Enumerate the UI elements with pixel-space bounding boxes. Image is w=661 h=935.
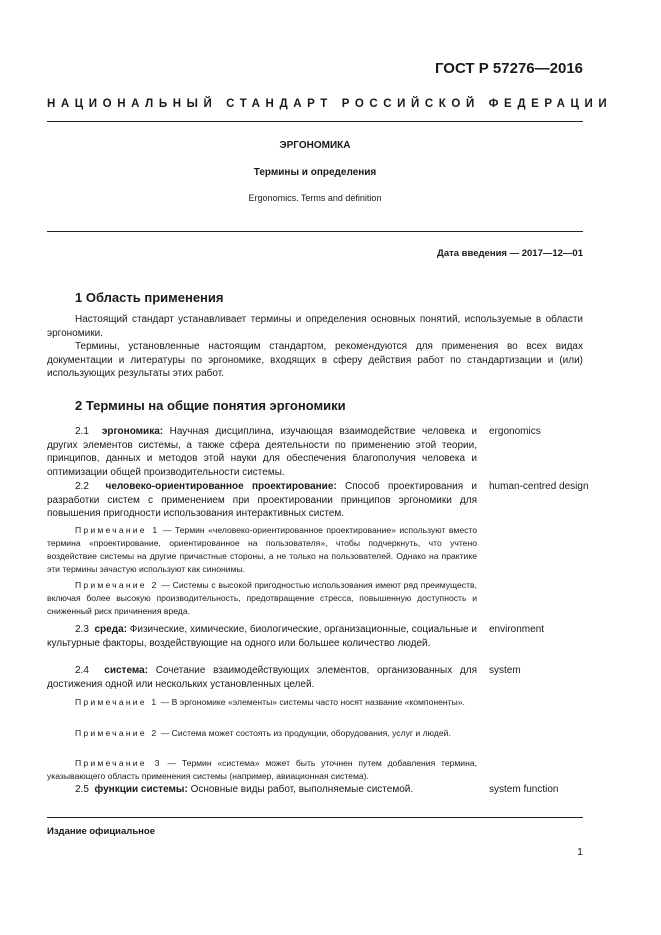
national-standard-heading: НАЦИОНАЛЬНЫЙ СТАНДАРТ РОССИЙСКОЙ ФЕДЕРАЦИИ (47, 98, 613, 110)
term-number: 2.5 (75, 784, 89, 795)
term-2-5-english: system function (489, 784, 559, 795)
term-number: 2.1 (75, 426, 89, 437)
section-1-paragraph-1: Настоящий стандарт устанавливает термины и определения основных понятий, используемые в области эргономики. (47, 314, 583, 339)
term-name: эргономика: (101, 426, 164, 437)
note-2-2-2 (47, 579, 477, 618)
note-text: — Термин «человеко-ориентированное проектирование» используют вместо термина «проектирование, ориентированное на пользователя», чтобы подчеркнуть, что учтено воздействие системы на другие причастные стороны, а не только на пользователей. Однако на практике эти термины зачастую используют как синонимы. (47, 525, 478, 574)
term-2-3-english: environment (489, 624, 545, 635)
note-2-4-2 (47, 727, 477, 740)
standard-number: ГОСТ Р 57276—2016 (434, 60, 583, 77)
term-number: 2.3 (75, 624, 89, 635)
section-1-heading: 1 Область применения (75, 290, 224, 305)
term-2-5 (47, 783, 477, 797)
term-definition: Сочетание взаимодействующих элементов, организованных для достижения одной или нескольких установленных целей. (47, 665, 477, 690)
note-label: Примечание 1 (75, 697, 159, 707)
term-2-4-english: system (489, 665, 521, 676)
term-name: функции системы: (94, 784, 188, 795)
note-label: Примечание 2 (75, 728, 159, 738)
term-name: среда: (94, 624, 127, 635)
term-2-1 (47, 425, 477, 479)
term-2-4 (47, 664, 477, 691)
term-2-1-english: ergonomics (489, 426, 541, 437)
note-label: Примечание 3 (75, 758, 162, 768)
top-divider (47, 121, 583, 122)
term-definition: Способ проектирования и разработки систем с применением при проектировании принципов эргономики для повышения пригодности использования интерактивных систем. (47, 481, 478, 520)
footer-divider (47, 817, 583, 818)
term-name: человеко-ориентированное проектирование: (105, 481, 337, 492)
note-label: Примечание 1 (75, 525, 160, 535)
term-2-2 (47, 480, 477, 521)
effective-date: Дата введения — 2017—12—01 (437, 248, 583, 259)
english-title: Ergonomics. Terms and definition (248, 193, 382, 203)
term-number: 2.4 (75, 665, 89, 676)
term-definition: Физические, химические, биологические, организационные, социальные и культурные факторы, воздействующие на одного или большее количество людей. (47, 624, 477, 649)
term-2-3 (47, 623, 477, 650)
official-edition-label: Издание официальное (47, 826, 155, 837)
note-2-4-1 (47, 696, 477, 709)
term-number: 2.2 (75, 481, 89, 492)
document-title: ЭРГОНОМИКА (279, 140, 351, 151)
note-text: — Система может состоять из продукции, оборудования, услуг и людей. (160, 728, 451, 738)
section-2-heading: 2 Термины на общие понятия эргономики (75, 398, 346, 413)
note-2-2-1 (47, 524, 477, 576)
note-label: Примечание 2 (75, 580, 159, 590)
page-number: 1 (577, 846, 583, 858)
section-1-paragraph-2: Термины, установленные настоящим стандартом, рекомендуются для применения во всех видах документации и литературы по эргономике, входящих в сферу действия работ по стандартизации и (или) использующих результаты этих работ. (47, 341, 583, 380)
term-definition: Основные виды работ, выполняемые системой. (190, 784, 414, 795)
note-text: — Системы с высокой пригодностью использования имеют ряд преимуществ, включая более высокую производительность, предотвращение стресса, повышенную доступность и сниженный риск причинения вреда. (47, 580, 477, 616)
term-name: система: (104, 665, 149, 676)
note-text: — В эргономике «элементы» системы часто носят название «компоненты». (160, 697, 465, 707)
document-subtitle: Термины и определения (253, 167, 377, 178)
note-2-4-3 (47, 757, 477, 783)
term-2-2-english: human-centred design (489, 481, 589, 492)
title-divider (47, 231, 583, 232)
note-text: — Термин «система» может быть уточнен путем добавления термина, указывающего область применения системы (например, авиационная система). (47, 758, 478, 781)
term-definition: Научная дисциплина, изучающая взаимодействие человека и других элементов системы, а также сфера деятельности по применению этой теории, принципов, данных и методов этой науки для обеспечения благополучия человека и оптимизации общей производительности системы. (47, 426, 477, 478)
